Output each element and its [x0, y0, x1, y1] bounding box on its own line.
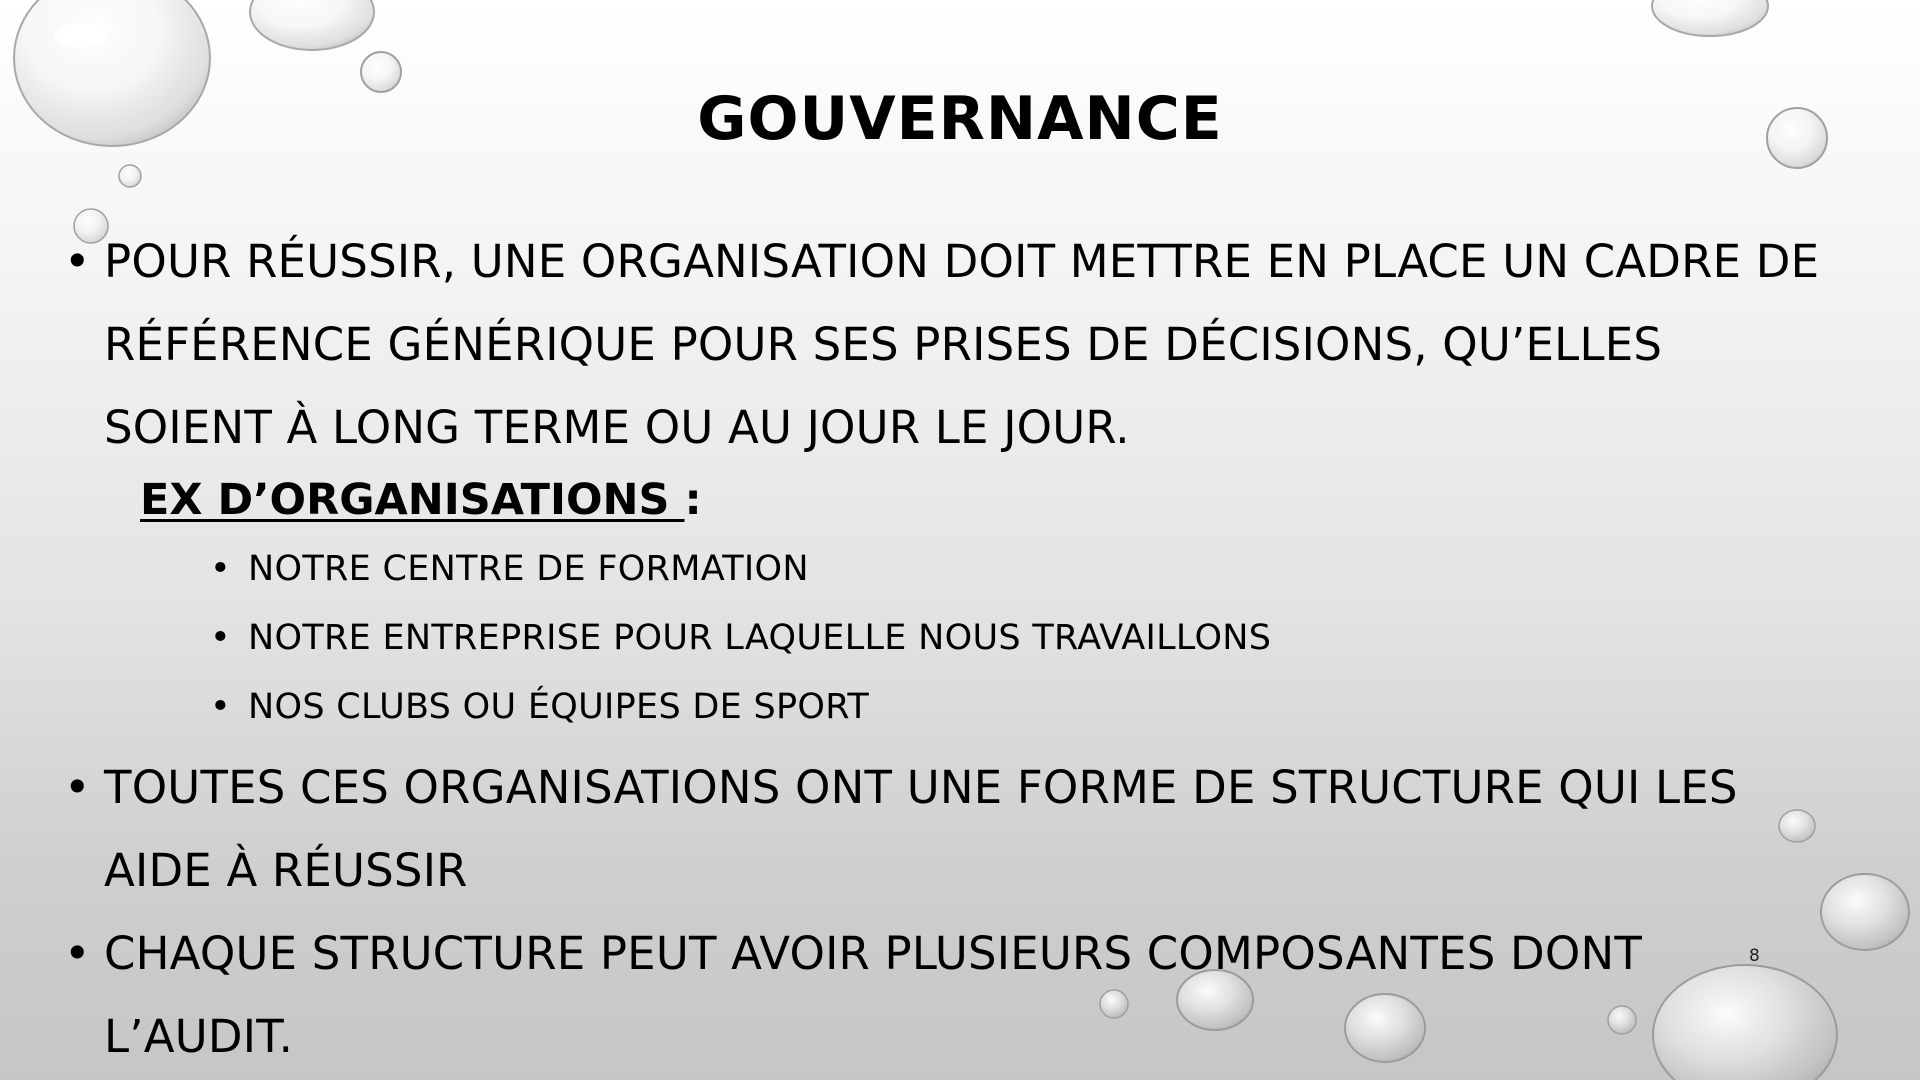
example-text: NOS CLUBS OU ÉQUIPES DE SPORT: [248, 687, 869, 727]
slide-content: [64, 220, 1844, 1078]
bullet-item-2: [64, 746, 1844, 912]
page-number: 8: [1749, 946, 1760, 966]
example-item-1: [210, 535, 1844, 604]
example-text: NOTRE ENTREPRISE POUR LAQUELLE NOUS TRAVAILLONS: [248, 618, 1272, 658]
examples-heading-colon: :: [684, 475, 702, 525]
example-item-3: [210, 673, 1844, 742]
bullet-dot: •: [64, 927, 91, 980]
bullet-dot: •: [64, 761, 91, 814]
examples-heading-text: EX D’ORGANISATIONS: [140, 475, 685, 525]
bullet-item-3: [64, 912, 1844, 1078]
droplet-small-2: [119, 165, 141, 187]
bullet-text: CHAQUE STRUCTURE PEUT AVOIR PLUSIEURS COMPOSANTES DONT L’AUDIT.: [104, 927, 1643, 1063]
example-text: NOTRE CENTRE DE FORMATION: [248, 549, 809, 589]
bullet-dot: •: [64, 235, 91, 288]
bullet-item-1: [64, 220, 1844, 469]
droplet-top-left-2: [250, 0, 374, 50]
bullet-dot: •: [210, 618, 231, 658]
bullet-text: TOUTES CES ORGANISATIONS ONT UNE FORME DE STRUCTURE QUI LES AIDE À RÉUSSIR: [104, 761, 1738, 897]
example-item-2: [210, 604, 1844, 673]
slide-title: GOUVERNANCE: [697, 84, 1223, 154]
examples-list: [210, 535, 1844, 742]
bullet-dot: •: [210, 687, 231, 727]
bullet-text: POUR RÉUSSIR, UNE ORGANISATION DOIT METTRE EN PLACE UN CADRE DE RÉFÉRENCE GÉNÉRIQUE POUR SES PRISES DE DÉCISIONS, QU’ELLES SOIENT À LONG TERME OU AU JOUR LE JOUR.: [104, 235, 1820, 454]
droplet-top-right: [1652, 0, 1768, 36]
examples-heading: [140, 465, 1844, 535]
bullet-dot: •: [210, 549, 231, 589]
